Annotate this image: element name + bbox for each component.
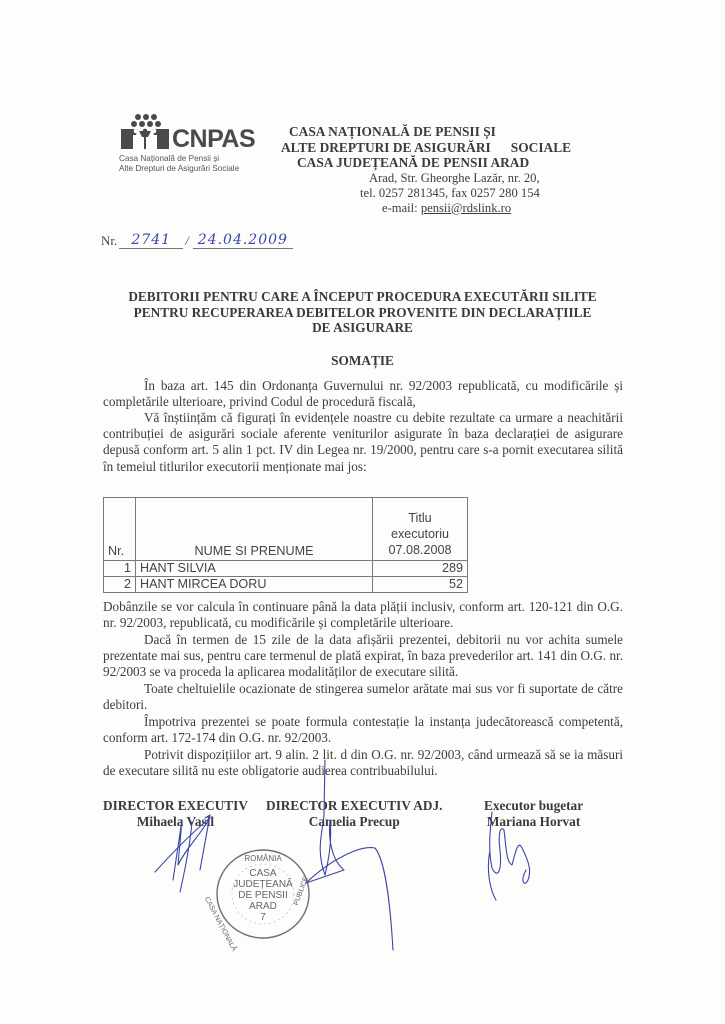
signature-role: Executor bugetar bbox=[484, 798, 584, 813]
stamp-top: ROMÂNIA bbox=[244, 854, 282, 863]
cnpas-logo-icon bbox=[117, 113, 171, 151]
logo-subtitle-2: Alte Drepturi de Asigurări Sociale bbox=[119, 164, 240, 173]
paragraph-deadline: Dacă în termen de 15 zile de la data afișării prezentei, debitorii nu vor achita sumele prezentate mai sus, pentru care termenul de plată expirat, în baza prevederilor art. 141 din O.G. nr. 92/2003 se va proceda la aplicarea modalităților de executare silită. bbox=[103, 632, 623, 680]
header-title bbox=[373, 498, 468, 561]
signature-role: DIRECTOR EXECUTIV ADJ. bbox=[266, 798, 443, 813]
header-title-line-1: Titlu bbox=[408, 511, 432, 525]
signature-block-director bbox=[103, 798, 248, 830]
institution-address: Arad, Str. Gheorghe Lazăr, nr. 20, bbox=[369, 170, 540, 185]
institution-email-line bbox=[281, 201, 611, 216]
title-line-2: PENTRU RECUPERAREA DEBITELOR PROVENITE DIN DECLARAȚIILE bbox=[133, 304, 592, 320]
signature-name: Camelia Precup bbox=[308, 814, 400, 829]
row-name: HANT MIRCEA DORU bbox=[136, 577, 373, 593]
table-row bbox=[104, 561, 468, 577]
header-name: NUME SI PRENUME bbox=[136, 498, 373, 561]
signature-role: DIRECTOR EXECUTIV bbox=[103, 798, 248, 813]
row-nr: 2 bbox=[104, 577, 136, 593]
row-nr: 1 bbox=[104, 561, 136, 577]
registration-number bbox=[101, 232, 293, 249]
registration-handwritten-number: 2741 bbox=[119, 232, 183, 249]
stamp-line-3: DE PENSII bbox=[238, 890, 288, 901]
signature-name: Mihaela Vasil bbox=[136, 814, 215, 829]
registration-handwritten-date: 24.04.2009 bbox=[193, 232, 293, 249]
row-value: 52 bbox=[373, 577, 468, 593]
institution-line-1: CASA NAȚIONALĂ DE PENSII ȘI bbox=[289, 124, 496, 139]
paragraph-costs: Toate cheltuielile ocazionate de stingerea sumelor arătate mai sus vor fi suportate de către debitori. bbox=[103, 681, 623, 713]
paragraph-notice: Vă înștiințăm că figurați în evidențele noastre cu debite rezultate ca urmare a neachitării contribuției de asigurări sociale aferente veniturilor asigurate în baza declarației de asigurare depusă conform art. 5 alin 1 pct. IV din Legea nr. 19/2000, pentru care s-a pornit executarea silită în temeiul titlurilor executorii menționate mai jos: bbox=[103, 410, 623, 474]
email-label: e-mail: bbox=[382, 200, 421, 215]
paragraph-contestation: Împotriva prezentei se poate formula contestație la instanța judecătorească competentă, conform art. 172-174 din O.G. nr. 92/2003. bbox=[103, 714, 623, 746]
title-line-1: DEBITORII PENTRU CARE A ÎNCEPUT PROCEDURA EXECUTĂRII SILITE bbox=[128, 289, 597, 304]
institution-header bbox=[281, 124, 611, 216]
logo-wordmark: CNPAS bbox=[172, 125, 256, 153]
signature-block-deputy-director bbox=[266, 798, 442, 830]
signature-camelia-precup bbox=[306, 760, 393, 950]
row-value: 289 bbox=[373, 561, 468, 577]
stamp-line-5: 7 bbox=[260, 912, 266, 923]
paragraph-interest: Dobânzile se vor calcula în continuare până la data plății inclusiv, conform art. 120-121 din O.G. nr. 92/2003, republicată, cu modificările și completările ulterioare. bbox=[103, 599, 623, 631]
stamp-line-1: CASA bbox=[249, 868, 277, 879]
signature-block-executor bbox=[484, 798, 583, 830]
institution-line-2: ALTE DREPTURI DE ASIGURĂRI SOCIALE bbox=[281, 139, 572, 155]
row-name: HANT SILVIA bbox=[136, 561, 373, 577]
cnpas-logo bbox=[117, 113, 287, 174]
header-title-line-3: 07.08.2008 bbox=[388, 543, 452, 557]
registration-separator: / bbox=[185, 233, 189, 248]
header-nr: Nr. bbox=[104, 498, 136, 561]
official-stamp bbox=[202, 846, 313, 953]
stamp-ring-right: PUBLICE bbox=[293, 875, 310, 907]
stamp-line-4: ARAD bbox=[249, 901, 277, 912]
header-title-line-2: executoriu bbox=[390, 527, 450, 541]
registration-label: Nr. bbox=[101, 233, 118, 248]
email-link[interactable]: pensii@rdslink.ro bbox=[420, 200, 512, 215]
institution-phone-fax: tel. 0257 281345, fax 0257 280 154 bbox=[360, 185, 540, 200]
document-title bbox=[90, 289, 635, 336]
debtors-table bbox=[103, 497, 468, 593]
title-line-3: DE ASIGURARE bbox=[312, 320, 413, 335]
table-row bbox=[104, 577, 468, 593]
stamp-ring-left: CASA NAȚIONALĂ bbox=[202, 896, 238, 953]
signature-name: Mariana Horvat bbox=[486, 814, 581, 829]
paragraph-hearing: Potrivit dispozițiilor art. 9 alin. 2 lit. d din O.G. nr. 92/2003, când urmează să se ia măsuri de executare silită nu este obligatorie audierea contribuabilului. bbox=[103, 747, 623, 779]
stamp-line-2: JUDEȚEANĂ bbox=[233, 879, 293, 890]
logo-subtitle-1: Casa Națională de Pensii și bbox=[119, 154, 220, 163]
document-subtitle: SOMAȚIE bbox=[331, 353, 394, 368]
institution-line-3: CASA JUDEȚEANĂ DE PENSII ARAD bbox=[297, 155, 530, 170]
table-header-row bbox=[104, 498, 468, 561]
paragraph-legal-basis: În baza art. 145 din Ordonanța Guvernului nr. 92/2003 republicată, cu modificările și completările ulterioare, privind Codul de procedură fiscală, bbox=[103, 378, 623, 410]
